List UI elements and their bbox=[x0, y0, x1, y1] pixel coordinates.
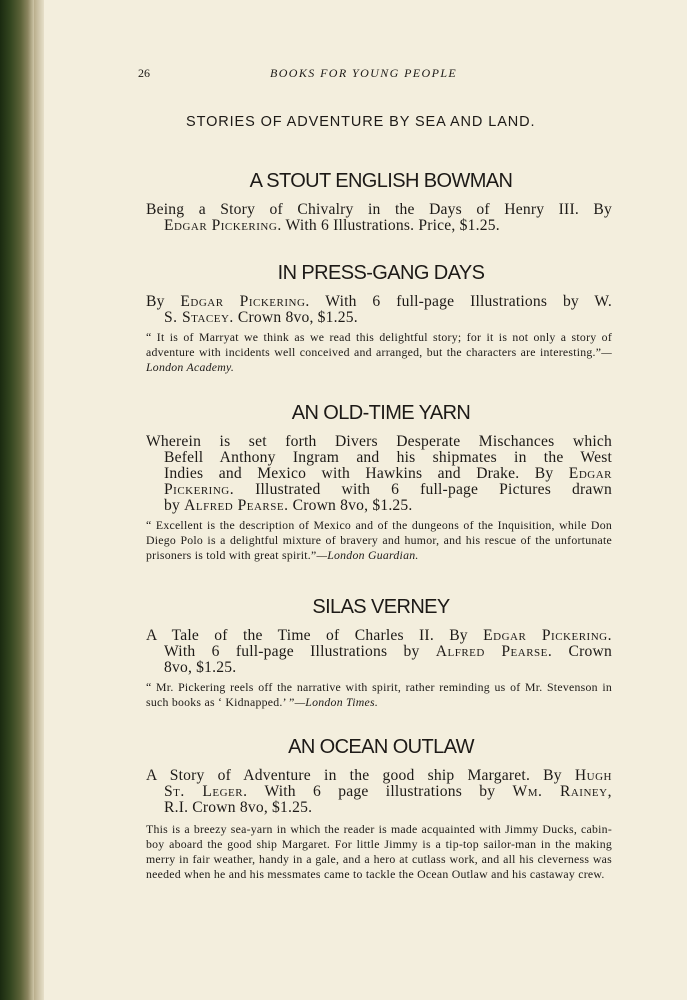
small-caps-name: Pickering. bbox=[164, 481, 235, 498]
entry-description bbox=[146, 202, 612, 234]
entry-title: SILAS VERNEY bbox=[312, 596, 450, 618]
entry-description bbox=[146, 628, 612, 676]
description-text: With 6 page illustrations by bbox=[247, 783, 513, 800]
description-text: With 6 full-page Illustrations by bbox=[164, 643, 436, 660]
small-caps-name: S. Stacey. bbox=[164, 309, 234, 326]
description-line bbox=[146, 310, 612, 326]
description-text: Wherein is set forth Divers Desperate Mischances which bbox=[146, 433, 612, 450]
description-line bbox=[146, 800, 612, 816]
page-number: 26 bbox=[138, 66, 150, 80]
description-text: Indies and Mexico with Hawkins and Drake. By bbox=[164, 465, 569, 482]
description-line bbox=[146, 784, 612, 800]
description-line bbox=[146, 450, 612, 466]
quote-source: —London Times. bbox=[294, 695, 379, 709]
description-line bbox=[146, 628, 612, 644]
review-quote bbox=[146, 822, 612, 882]
quote-text: “ Mr. Pickering reels off the narrative with spirit, rather reminding us of Mr. Stevenson in such books as ‘ Kidnapped.’ ” bbox=[146, 680, 612, 709]
small-caps-name: Edgar Pickering. bbox=[180, 293, 310, 310]
quote-source: —London Academy. bbox=[146, 345, 612, 374]
description-text: A Story of Adventure in the good ship Margaret. By bbox=[146, 767, 575, 784]
entry-title: AN OCEAN OUTLAW bbox=[288, 736, 474, 758]
small-caps-name: Edgar Pickering. bbox=[164, 217, 282, 234]
description-line bbox=[146, 466, 612, 482]
description-text: By bbox=[146, 293, 181, 310]
description-line bbox=[146, 202, 612, 218]
description-line bbox=[146, 660, 612, 676]
description-text: A Tale of the Time of Charles II. By bbox=[146, 627, 484, 644]
description-text: by bbox=[164, 497, 185, 514]
book-spine bbox=[0, 0, 34, 1000]
description-text: Befell Anthony Ingram and his shipmates in the West bbox=[164, 449, 612, 466]
small-caps-name: Edgar bbox=[568, 465, 612, 482]
description-line bbox=[146, 498, 612, 514]
description-text: Being a Story of Chivalry in the Days of Henry III. By bbox=[146, 201, 612, 218]
small-caps-name: St. Leger. bbox=[164, 783, 248, 800]
description-text: R.I. Crown 8vo, $1.25. bbox=[164, 799, 313, 816]
description-text: Crown 8vo, $1.25. bbox=[233, 309, 358, 326]
description-text: Illustrated with 6 full-page Pictures drawn bbox=[234, 481, 612, 498]
entry-description bbox=[146, 434, 612, 514]
running-title: BOOKS FOR YOUNG PEOPLE bbox=[270, 66, 458, 80]
description-text: With 6 Illustrations. Price, $1.25. bbox=[281, 217, 500, 234]
description-text: Crown bbox=[552, 643, 612, 660]
page-header bbox=[138, 66, 608, 86]
small-caps-name: Alfred Pearse. bbox=[435, 643, 553, 660]
description-text: 8vo, $1.25. bbox=[164, 659, 237, 676]
description-line bbox=[146, 482, 612, 498]
review-quote bbox=[146, 518, 612, 563]
quote-text: “ Excellent is the description of Mexico and of the dungeons of the Inquisition, while Don Diego Polo is a delightful mixture of bravery and humor, and his rescue of the unfortunate prisoners is told with great spirit.” bbox=[146, 518, 612, 562]
small-caps-name: Alfred Pearse. bbox=[184, 497, 289, 514]
description-line bbox=[146, 768, 612, 784]
entry-title: AN OLD-TIME YARN bbox=[291, 402, 471, 424]
entry-description bbox=[146, 294, 612, 326]
section-heading: STORIES OF ADVENTURE BY SEA AND LAND. bbox=[186, 114, 536, 130]
entry-description bbox=[146, 768, 612, 816]
description-text: Crown 8vo, $1.25. bbox=[288, 497, 413, 514]
description-line bbox=[146, 294, 612, 310]
entry-title: IN PRESS-GANG DAYS bbox=[277, 262, 485, 284]
quote-source: —London Guardian. bbox=[316, 548, 419, 562]
small-caps-name: Hugh bbox=[574, 767, 612, 784]
review-quote bbox=[146, 330, 612, 375]
small-caps-name: Wm. Rainey, bbox=[512, 783, 612, 800]
quote-text: “ It is of Marryat we think as we read this delightful story; for it is not only a story of adventure with incidents well conceived and arranged, but the characters are interesting.” bbox=[146, 330, 612, 359]
description-text: With 6 full-page Illustrations by W. bbox=[309, 293, 613, 310]
quote-text: This is a breezy sea-yarn in which the reader is made acquainted with Jimmy Ducks, cabin-boy aboard the good ship Margaret. For little Jimmy is a tip-top sailor-man in the making merry in fair weather, handy in a gale, and a hero at cutlass work, and all his cleverness was needed when he and his messmates came to tackle the Ocean Outlaw and his castaway crew. bbox=[146, 822, 612, 881]
small-caps-name: Edgar Pickering. bbox=[483, 627, 612, 644]
review-quote bbox=[146, 680, 612, 710]
description-line bbox=[146, 644, 612, 660]
description-line bbox=[146, 434, 612, 450]
page-gutter bbox=[34, 0, 44, 1000]
description-line bbox=[146, 218, 612, 234]
entry-title: A STOUT ENGLISH BOWMAN bbox=[249, 170, 513, 192]
